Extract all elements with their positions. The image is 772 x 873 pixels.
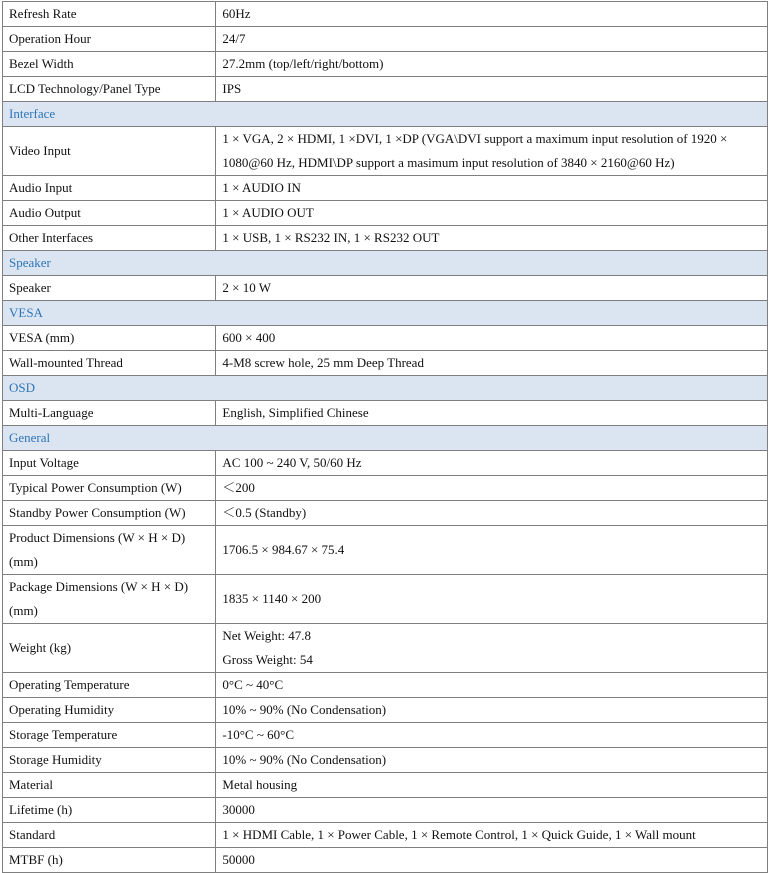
section-row [3, 251, 768, 276]
section-title: Interface [3, 102, 768, 127]
spec-value: 2 × 10 W [216, 276, 768, 301]
spec-row [3, 201, 768, 226]
spec-label: Typical Power Consumption (W) [3, 476, 216, 501]
spec-label: Storage Humidity [3, 748, 216, 773]
spec-value: 4-M8 screw hole, 25 mm Deep Thread [216, 351, 768, 376]
spec-row [3, 575, 768, 624]
spec-value: 1 × USB, 1 × RS232 IN, 1 × RS232 OUT [216, 226, 768, 251]
spec-row [3, 848, 768, 873]
spec-value: -10°C ~ 60°C [216, 723, 768, 748]
spec-row [3, 451, 768, 476]
spec-value: 27.2mm (top/left/right/bottom) [216, 52, 768, 77]
spec-value: 24/7 [216, 27, 768, 52]
spec-row [3, 476, 768, 501]
spec-value: 0°C ~ 40°C [216, 673, 768, 698]
spec-label: Lifetime (h) [3, 798, 216, 823]
spec-row [3, 351, 768, 376]
spec-value-line: Gross Weight: 54 [222, 652, 313, 667]
spec-row [3, 526, 768, 575]
spec-value: 1835 × 1140 × 200 [216, 575, 768, 624]
spec-row [3, 748, 768, 773]
spec-label: Operating Temperature [3, 673, 216, 698]
spec-row [3, 52, 768, 77]
spec-value-line: 1 × VGA, 2 × HDMI, 1 ×DVI, 1 ×DP (VGA\DVI support a maximum input resolution of 1920 × [222, 131, 728, 146]
spec-label: Bezel Width [3, 52, 216, 77]
section-title: VESA [3, 301, 768, 326]
spec-value: ＜200 [216, 476, 768, 501]
spec-label: LCD Technology/Panel Type [3, 77, 216, 102]
spec-row [3, 723, 768, 748]
spec-table [2, 1, 768, 873]
spec-label: Operating Humidity [3, 698, 216, 723]
spec-label-line: Product Dimensions (W × H × D) [9, 530, 186, 545]
spec-value: 600 × 400 [216, 326, 768, 351]
spec-row [3, 624, 768, 673]
spec-label-line: Package Dimensions (W × H × D) [9, 579, 189, 594]
spec-row [3, 77, 768, 102]
spec-value [216, 127, 768, 176]
spec-row [3, 27, 768, 52]
spec-row [3, 326, 768, 351]
spec-row [3, 773, 768, 798]
spec-row [3, 673, 768, 698]
spec-label: Material [3, 773, 216, 798]
spec-label [3, 526, 216, 575]
spec-value: 1 × AUDIO IN [216, 176, 768, 201]
spec-label: Weight (kg) [3, 624, 216, 673]
spec-label: MTBF (h) [3, 848, 216, 873]
spec-row [3, 127, 768, 176]
spec-row [3, 698, 768, 723]
spec-value: Metal housing [216, 773, 768, 798]
spec-label: Audio Input [3, 176, 216, 201]
spec-value-line: 1080@60 Hz, HDMI\DP support a masimum input resolution of 3840 × 2160@60 Hz) [222, 155, 675, 170]
spec-value: 1 × HDMI Cable, 1 × Power Cable, 1 × Remote Control, 1 × Quick Guide, 1 × Wall mount [216, 823, 768, 848]
spec-label: Multi-Language [3, 401, 216, 426]
section-row [3, 102, 768, 127]
spec-table-body [3, 2, 768, 873]
spec-value: 10% ~ 90% (No Condensation) [216, 748, 768, 773]
spec-row [3, 2, 768, 27]
spec-label-line: (mm) [9, 603, 38, 618]
spec-value: ＜0.5 (Standby) [216, 501, 768, 526]
spec-row [3, 276, 768, 301]
spec-value-line: Net Weight: 47.8 [222, 628, 312, 643]
spec-label: Input Voltage [3, 451, 216, 476]
spec-label: Audio Output [3, 201, 216, 226]
spec-label: Storage Temperature [3, 723, 216, 748]
section-row [3, 426, 768, 451]
spec-label: Wall-mounted Thread [3, 351, 216, 376]
spec-label: VESA (mm) [3, 326, 216, 351]
spec-value: AC 100 ~ 240 V, 50/60 Hz [216, 451, 768, 476]
spec-label: Refresh Rate [3, 2, 216, 27]
spec-row [3, 401, 768, 426]
spec-label: Video Input [3, 127, 216, 176]
section-title: General [3, 426, 768, 451]
spec-row [3, 501, 768, 526]
spec-value: English, Simplified Chinese [216, 401, 768, 426]
spec-value: IPS [216, 77, 768, 102]
spec-value: 1706.5 × 984.67 × 75.4 [216, 526, 768, 575]
spec-row [3, 176, 768, 201]
spec-label-line: (mm) [9, 554, 38, 569]
spec-value: 30000 [216, 798, 768, 823]
section-title: Speaker [3, 251, 768, 276]
spec-value: 1 × AUDIO OUT [216, 201, 768, 226]
section-row [3, 376, 768, 401]
spec-value: 50000 [216, 848, 768, 873]
spec-label: Speaker [3, 276, 216, 301]
section-row [3, 301, 768, 326]
spec-label: Standby Power Consumption (W) [3, 501, 216, 526]
spec-row [3, 226, 768, 251]
spec-label [3, 575, 216, 624]
spec-value: 10% ~ 90% (No Condensation) [216, 698, 768, 723]
spec-label: Operation Hour [3, 27, 216, 52]
spec-row [3, 798, 768, 823]
spec-value [216, 624, 768, 673]
section-title: OSD [3, 376, 768, 401]
spec-value: 60Hz [216, 2, 768, 27]
spec-label: Standard [3, 823, 216, 848]
spec-row [3, 823, 768, 848]
spec-label: Other Interfaces [3, 226, 216, 251]
